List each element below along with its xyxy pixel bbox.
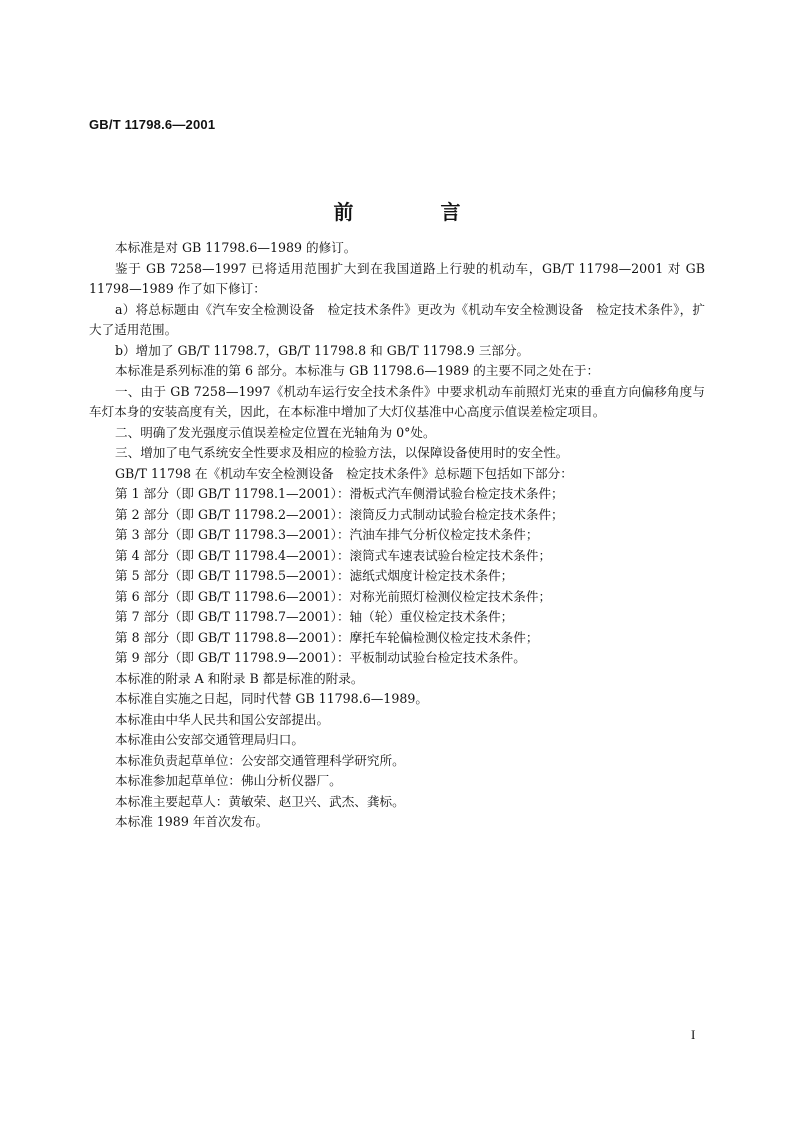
list-item: 第 4 部分（即 GB/T 11798.4—2001）：滚筒式车速表试验台检定技术条件； <box>115 547 552 563</box>
paragraph: 二、明确了发光强度示值误差检定位置在光轴角为 0°处。 <box>115 424 436 440</box>
list-item: 第 5 部分（即 GB/T 11798.5—2001）：滤纸式烟度计检定技术条件； <box>115 568 514 583</box>
paragraph: 本标准参加起草单位：佛山分析仪器厂。 <box>115 773 342 788</box>
paragraph: 一、由于 GB 7258—1997《机动车运行安全技术条件》中要求机动车前照灯光束的垂直方向偏移角度与车灯本身的安装高度有关，因此，在本标准中增加了大灯仪基准中心高度示值误差检定项目。 <box>89 383 705 419</box>
paragraph: 本标准主要起草人：黄敏荣、赵卫兴、武杰、龚标。 <box>115 793 405 809</box>
paragraph: 本标准负责起草单位：公安部交通管理科学研究所。 <box>115 752 405 768</box>
paragraph: 本标准 1989 年首次发布。 <box>115 814 269 829</box>
paragraph: 本标准由中华人民共和国公安部提出。 <box>115 711 330 727</box>
paragraph: 鉴于 GB 7258—1997 已将适用范围扩大到在我国道路上行驶的机动车，GB/T 11798—2001 对 GB 11798—1989 作了如下修订： <box>89 260 705 296</box>
page-title: 前 言 <box>333 200 501 224</box>
list-item: 第 8 部分（即 GB/T 11798.8—2001）：摩托车轮偏检测仪检定技术条件； <box>115 629 539 645</box>
document-code: GB/T 11798.6—2001 <box>89 117 216 132</box>
paragraph: a）将总标题由《汽车安全检测设备 检定技术条件》更改为《机动车安全检测设备 检定技术条件》，扩大了适用范围。 <box>89 301 705 337</box>
list-item: 第 2 部分（即 GB/T 11798.2—2001）：滚筒反力式制动试验台检定技术条件； <box>115 506 564 522</box>
paragraph: 本标准是对 GB 11798.6—1989 的修订。 <box>115 240 357 255</box>
paragraph: 本标准是系列标准的第 6 部分。本标准与 GB 11798.6—1989 的主要不同之处在于： <box>115 363 600 378</box>
foreword-body <box>89 238 705 833</box>
list-item: 第 7 部分（即 GB/T 11798.7—2001）：轴（轮）重仪检定技术条件； <box>115 609 514 624</box>
list-item: 第 3 部分（即 GB/T 11798.3—2001）：汽油车排气分析仪检定技术条件； <box>115 527 539 542</box>
list-item: 第 1 部分（即 GB/T 11798.1—2001）：滑板式汽车侧滑试验台检定技术条件； <box>115 486 564 501</box>
paragraph: 本标准自实施之日起，同时代替 GB 11798.6—1989。 <box>115 691 428 706</box>
list-item: 第 6 部分（即 GB/T 11798.6—2001）：对称光前照灯检测仪检定技术条件； <box>115 588 552 604</box>
paragraph: GB/T 11798 在《机动车安全检测设备 检定技术条件》总标题下包括如下部分： <box>115 465 573 481</box>
paragraph: 三、增加了电气系统安全性要求及相应的检验方法，以保障设备使用时的安全性。 <box>115 445 569 460</box>
paragraph: 本标准的附录 A 和附录 B 都是标准的附录。 <box>115 670 364 686</box>
paragraph: b）增加了 GB/T 11798.7，GB/T 11798.8 和 GB/T 11798.9 三部分。 <box>115 342 530 358</box>
paragraph: 本标准由公安部交通管理局归口。 <box>115 732 304 747</box>
page-number: I <box>691 1027 696 1042</box>
list-item: 第 9 部分（即 GB/T 11798.9—2001）：平板制动试验台检定技术条件。 <box>115 650 526 665</box>
